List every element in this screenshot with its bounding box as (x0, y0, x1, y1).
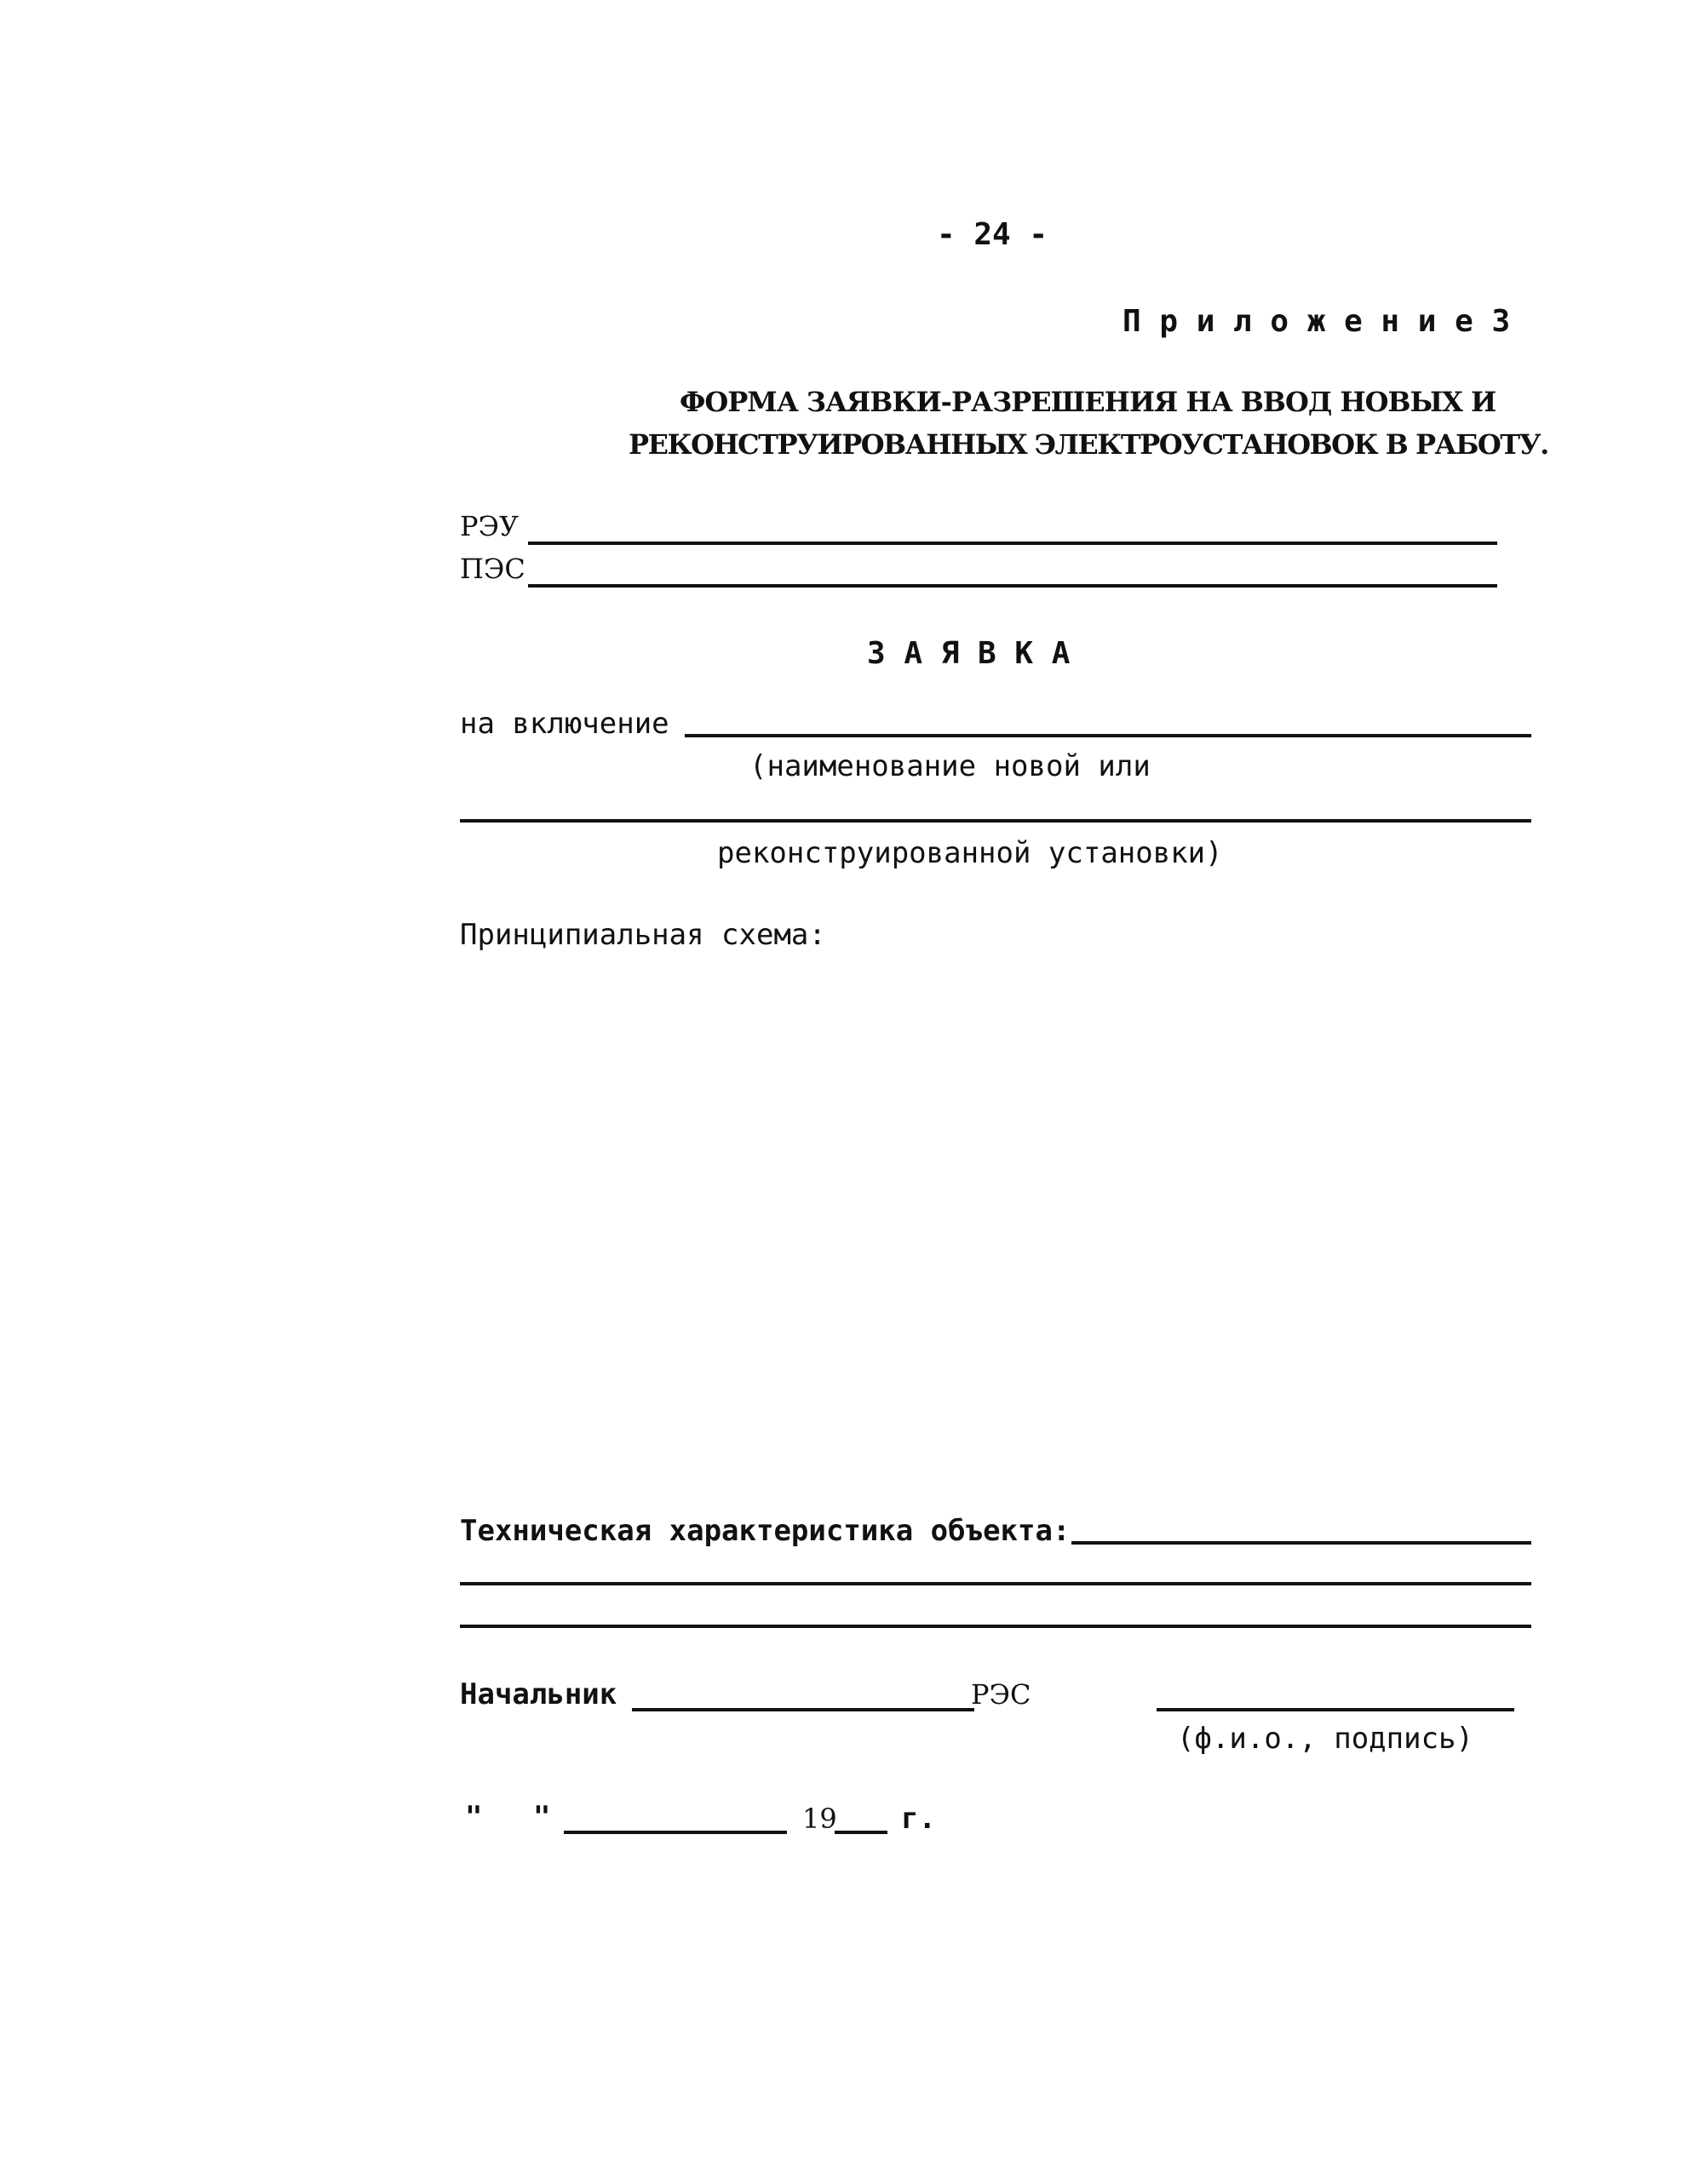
signature-field-line[interactable] (1157, 1708, 1514, 1711)
inclusion-hint-line-2: реконструированной установки) (717, 836, 1223, 870)
chief-label: Начальник (460, 1677, 617, 1711)
inclusion-field-line-2[interactable] (460, 819, 1531, 823)
date-quote-open: " (465, 1800, 483, 1834)
tech-spec-label: Техническая характеристика объекта: (460, 1514, 1071, 1548)
date-day-month-field-line[interactable] (564, 1831, 787, 1834)
form-title-line-1: ФОРМА ЗАЯВКИ-РАЗРЕШЕНИЯ НА ВВОД НОВЫХ И (680, 386, 1496, 418)
tech-spec-field-line-2[interactable] (460, 1582, 1531, 1585)
pes-label: ПЭС (460, 553, 525, 585)
inclusion-hint-line-1: (наименование новой или (749, 749, 1151, 783)
reu-label: РЭУ (460, 510, 520, 542)
inclusion-label: на включение (460, 707, 669, 741)
schematic-area (460, 962, 1531, 1473)
appendix-label: П р и л о ж е н и е 3 (1122, 304, 1511, 339)
date-year-suffix: г. (901, 1802, 936, 1836)
inclusion-field-line[interactable] (685, 734, 1531, 737)
reu-field-line[interactable] (528, 542, 1497, 545)
date-quote-close: " (533, 1800, 551, 1834)
signature-hint: (ф.и.о., подпись) (1177, 1722, 1473, 1756)
date-year-prefix: 19 (802, 1803, 837, 1835)
tech-spec-field-line-3[interactable] (460, 1625, 1531, 1628)
pes-field-line[interactable] (528, 584, 1497, 588)
tech-spec-field-line-1[interactable] (1071, 1541, 1531, 1545)
request-heading: З А Я В К А (867, 636, 1071, 671)
res-label: РЭС (971, 1678, 1031, 1711)
schematic-label: Принципиальная схема: (460, 918, 826, 952)
chief-res-field-line[interactable] (632, 1708, 974, 1711)
form-title-line-2: РЕКОНСТРУИРОВАННЫХ ЭЛЕКТРОУСТАНОВОК В РАБОТУ. (629, 428, 1548, 461)
date-year-field-line[interactable] (835, 1831, 887, 1834)
page-number: - 24 - (937, 217, 1048, 252)
